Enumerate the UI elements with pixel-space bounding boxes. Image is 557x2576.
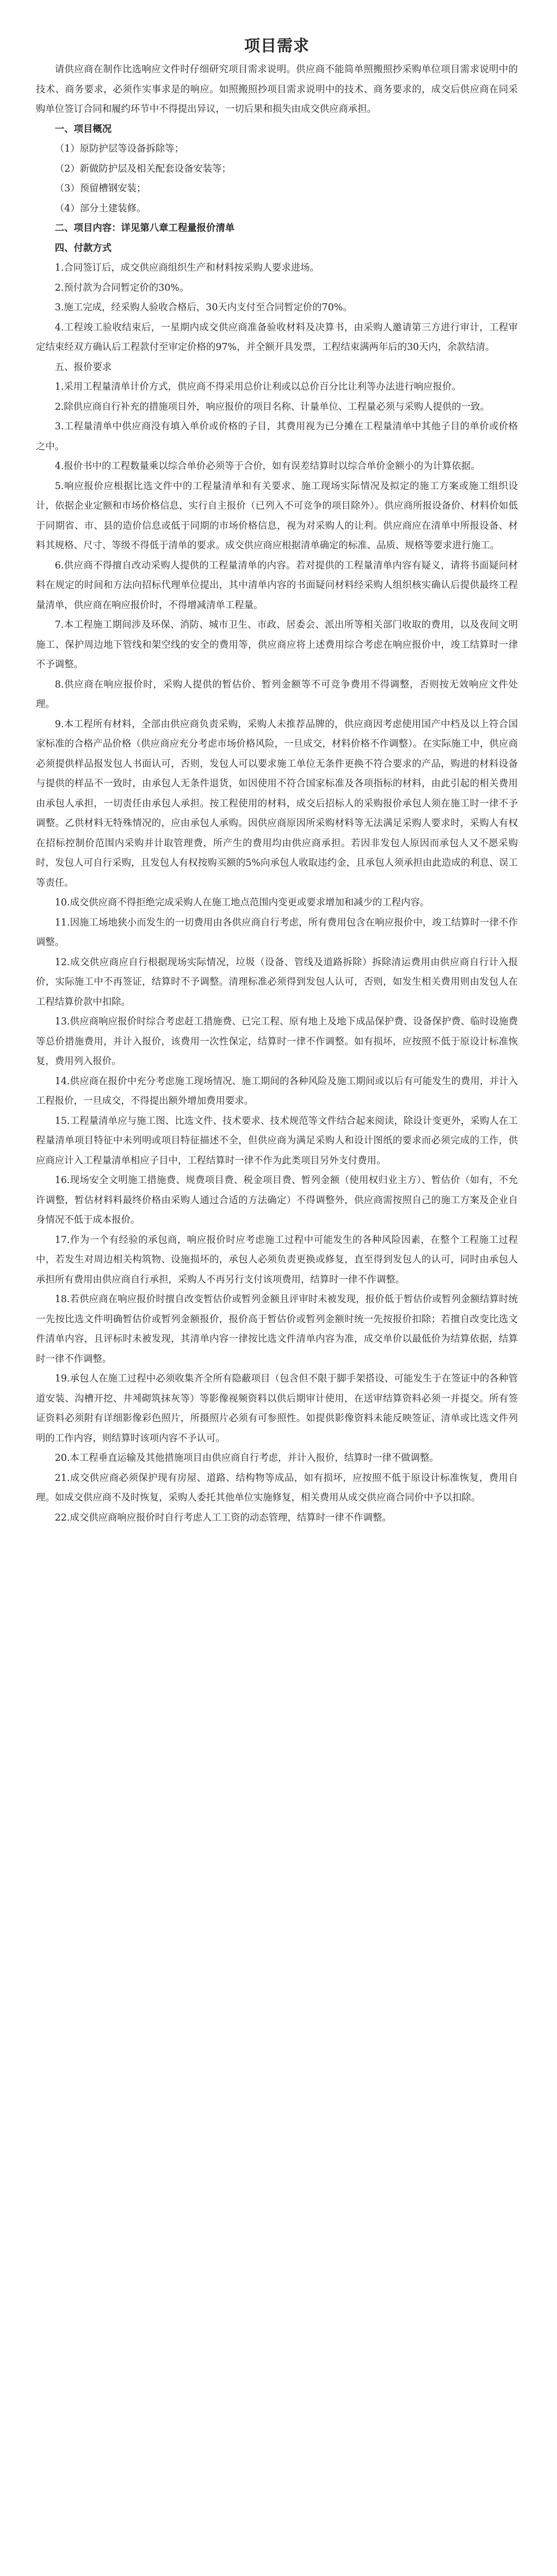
pricing-item: 13.供应商响应报价时综合考虑赶工措施费、已完工程、原有地上及地下成品保护费、设备保护费、临时设施费等总价措施费用，并计入报价，该费用一次性保定，结算时一律不作调整。如有损坏，应按照不低于原设计标准恢复，费用列入报价。: [36, 1016, 518, 1067]
pricing-item: 9.本工程所有材料，全部由供应商负责采购，采购人未推荐品牌的，供应商因考虑使用国产中档及以上符合国家标准的合格产品价格（供应商应充分考虑市场价格风险，一旦成交，材料价格不作调整）。在实际施工中，供应商必须提供样品报发包人书面认可，否则，发包人可以要求施工单位无条件更换不符合要求的产品，购进的材料设备与提供的样品不一致时，由承包人无条件退货，如因使用不符合国家标准及各项指标的材料，由此引起的相关费用由承包人承担，一切责任由承包人承担。按工程使用的材料，成交后招标人的采购报价承包人须在施工时一律不予调整。乙供材料无特殊情况的，应由承包人承购。因供应商原因所采购材料等无法满足采购人要求时，采购人有权在招标控制价范围内采购并计取管理费，所产生的费用均由供应商承担。若因非发包人原因而承包人又不愿采购时，发包人可自行采购，且发包人有权按购买额的5%向承包人收取违约金，且承包人须承担由此造成的利息、误工等责任。: [36, 718, 518, 889]
pricing-item: 1.采用工程量清单计价方式，供应商不得采用总价让利或以总价百分比让利等办法进行响应报价。: [54, 382, 461, 392]
intro-paragraph: 请供应商在制作比选响应文件时仔细研究项目需求说明。供应商不能简单照搬照抄采购单位项目需求说明中的技术、商务要求，必须作实事求是的响应。如照搬照抄项目需求说明中的技术、商务要求的，成交后供应商在同采购单位签订合同和履约环节中不得提出异议，一切后果和损失由成交供应商承担。: [36, 64, 518, 115]
payment-item: 3.施工完成，经采购人验收合格后，30天内支付至合同暂定价的70%。: [54, 302, 352, 313]
pricing-item: 12.成交供应商应自行根据现场实际情况，垃圾（设备、管线及道路拆除）拆除清运费用由供应商自行计入报价，实际施工中不再签证，结算时不予调整。清理标准必须得到发包人认可，否则，如发生相关费用则由发包人在工程结算价款中扣除。: [36, 956, 518, 1008]
section-heading-payment: 四、付款方式: [54, 242, 112, 254]
pricing-item: 22.成交供应商响应报价时自行考虑人工工资的动态管理，结算时一律不作调整。: [54, 1512, 392, 1523]
pricing-item: 20.本工程垂直运输及其他措施项目由供应商自行考虑，并计入报价，结算时一律不做调整。: [54, 1453, 439, 1464]
overview-item: （1）原防护层等设备拆除等；: [54, 143, 184, 154]
section-heading-content: 二、项目内容：详见第八章工程量报价清单: [54, 223, 235, 234]
section-heading-overview: 一、项目概况: [54, 123, 112, 135]
pricing-item: 2.除供应商自行补充的措施项目外，响应报价的项目名称、计量单位、工程量必须与采购人提供的一致。: [54, 401, 490, 412]
document-title: 项目需求: [244, 36, 310, 55]
pricing-item: 8.供应商在响应报价时，采购人提供的暂估价、暂列金额等不可竞争费用不得调整，否则按无效响应文件处理。: [36, 679, 518, 710]
payment-item: 4.工程竣工验收结束后，一星期内成交供应商准备验收材料及决算书，由采购人邀请第三方进行审计，工程审定结束经双方确认后工程款付至审定价格的97%，并全额开具发票，工程结束满两年后的30天内，余款结清。: [36, 322, 518, 353]
pricing-item: 19.承包人在施工过程中必须收集齐全所有隐蔽项目（包含但不限于脚手架搭设、可能发生于在签证中的各种管道安装、沟槽开挖、井체砌筑抹灰等）等影像视频资料以供后期审计使用，在送审结算资料必须一并提交。所有签证资料必须附有详细影像彩色照片，所摄照片必须有可参照性。如提供影像资料未能反映签证、清单或比选文件列明的工作内容，则结算时该项内容不予认可。: [36, 1373, 518, 1444]
pricing-item: 6.供应商不得擅自改动采购人提供的工程量清单的内容。若对提供的工程量清单内容有疑义，请将书面疑问材料在规定的时间和方法向招标代理单位提出，其中清单内容的书面疑问材料经采购人组织核实确认后提供最终工程量清单，供应商在响应报价时，不得增减清单工程量。: [36, 560, 518, 611]
section-heading-pricing: 五、报价要求: [54, 361, 112, 373]
pricing-item: 18.若供应商在响应报价时擅自改变暂估价或暂列金额且评审时未被发现，报价低于暂估价或暂列金额结算时统一先按比选文件明确暂估价或暂列金额报价，报价高于暂估价或暂列金额时统一先按报价扣除；若擅自改变比选文件清单内容，且评标时未被发现，其清单内容一律按比选文件清单内容为准，成交单价以最低价为结算依据，结算时一律不作调整。: [36, 1294, 518, 1365]
overview-item: （2）新做防护层及相关配套设备安装等；: [54, 163, 231, 174]
pricing-item: 10.成交供应商不得拒绝完成采购人在施工地点范围内变更或要求增加和减少的工程内容。: [54, 897, 430, 908]
payment-item: 1.合同签订后，成交供应商组织生产和材料按采购人要求进场。: [54, 262, 319, 273]
overview-item: （3）预留槽钢安装；: [54, 183, 146, 194]
pricing-item: 21.成交供应商必须保护现有房屋、道路、结构物等成品，如有损坏，应按照不低于原设计标准恢复，费用自理。如成交供应商不及时恢复，采购人委托其他单位实施修复，相关费用从成交供应商合同价中予以扣除。: [36, 1472, 518, 1503]
pricing-item: 3.工程量清单中供应商没有填入单价或价格的子目，其费用视为已分摊在工程量清单中其他子目的单价或价格之中。: [36, 421, 518, 452]
pricing-item: 5.响应报价应根据比选文件中的工程量清单和有关要求、施工现场实际情况及拟定的施工方案或施工组织设计，依据企业定额和市场价格信息，实行自主报价（已列入不可竞争的项目除外）。供应商所报设备价、材料价如低于同期省、市、县的造价信息或低于同期的市场价格信息，视为对采购人的让利。供应商应在清单中所报设备、材料其规格、尺寸、等级不得低于清单的要求。成交供应商应根据清单确定的标准、品质、规格等要求进行施工。: [36, 480, 518, 551]
pricing-item: 15.工程量清单应与施工图、比选文件、技术要求、技术规范等文件结合起来阅读，除设计变更外，采购人在工程量清单项目特征中未列明或项目特征描述不全，但供应商为满足采购人和设计图纸的要求而必须完成的工作，供应商应计入工程量清单相应子目中，工程结算时一律不作为此类项目另外支付费用。: [36, 1115, 518, 1166]
pricing-item: 16.现场安全文明施工措施费、规费项目费、税金项目费、暂列金额（使用权归业主方）、暂估价（如有，不允许调整，暂估材料料最终价格由采购人通过合适的方法确定）不得调整外，供应商需按照自己的施工方案及企业自身情况不低于成本报价。: [36, 1175, 518, 1226]
pricing-item: 11.因施工场地狭小而发生的一切费用由各供应商自行考虑，所有费用包含在响应报价中，竣工结算时一律不作调整。: [36, 917, 518, 948]
overview-item: （4）部分土建装修。: [54, 203, 146, 214]
pricing-item: 4.报价书中的工程数量乘以综合单价必须等于合价，如有误差结算时以综合单价金额小的为计算依据。: [54, 461, 480, 472]
pricing-item: 17.作为一个有经验的承包商，响应报价时应考虑施工过程中可能发生的各种风险因素，在整个工程施工过程中，若发生对周边相关构筑物、设施损坏的，承包人必须负责更换或修复，直至得到发包人的认可，同时由承包人承担所有费用由供应商自行承担，采购人不再另行支付该项费用，结算时一律不作调整。: [36, 1234, 518, 1285]
pricing-item: 7.本工程施工期间涉及环保、消防、城市卫生、市政、居委会、派出所等相关部门收取的费用，以及夜间文明施工、保护周边地下管线和架空线的安全的费用等，供应商应将上述费用综合考虑在响应报价中，竣工结算时一律不予调整。: [36, 620, 518, 670]
pricing-item: 14.供应商在报价中充分考虑施工现场情况、施工期间的各种风险及施工期间或以后有可能发生的费用，并计入工程报价，一旦成交，不得提出额外增加费用要求。: [36, 1076, 518, 1106]
payment-item: 2.预付款为合同暂定价的30%。: [54, 282, 189, 293]
